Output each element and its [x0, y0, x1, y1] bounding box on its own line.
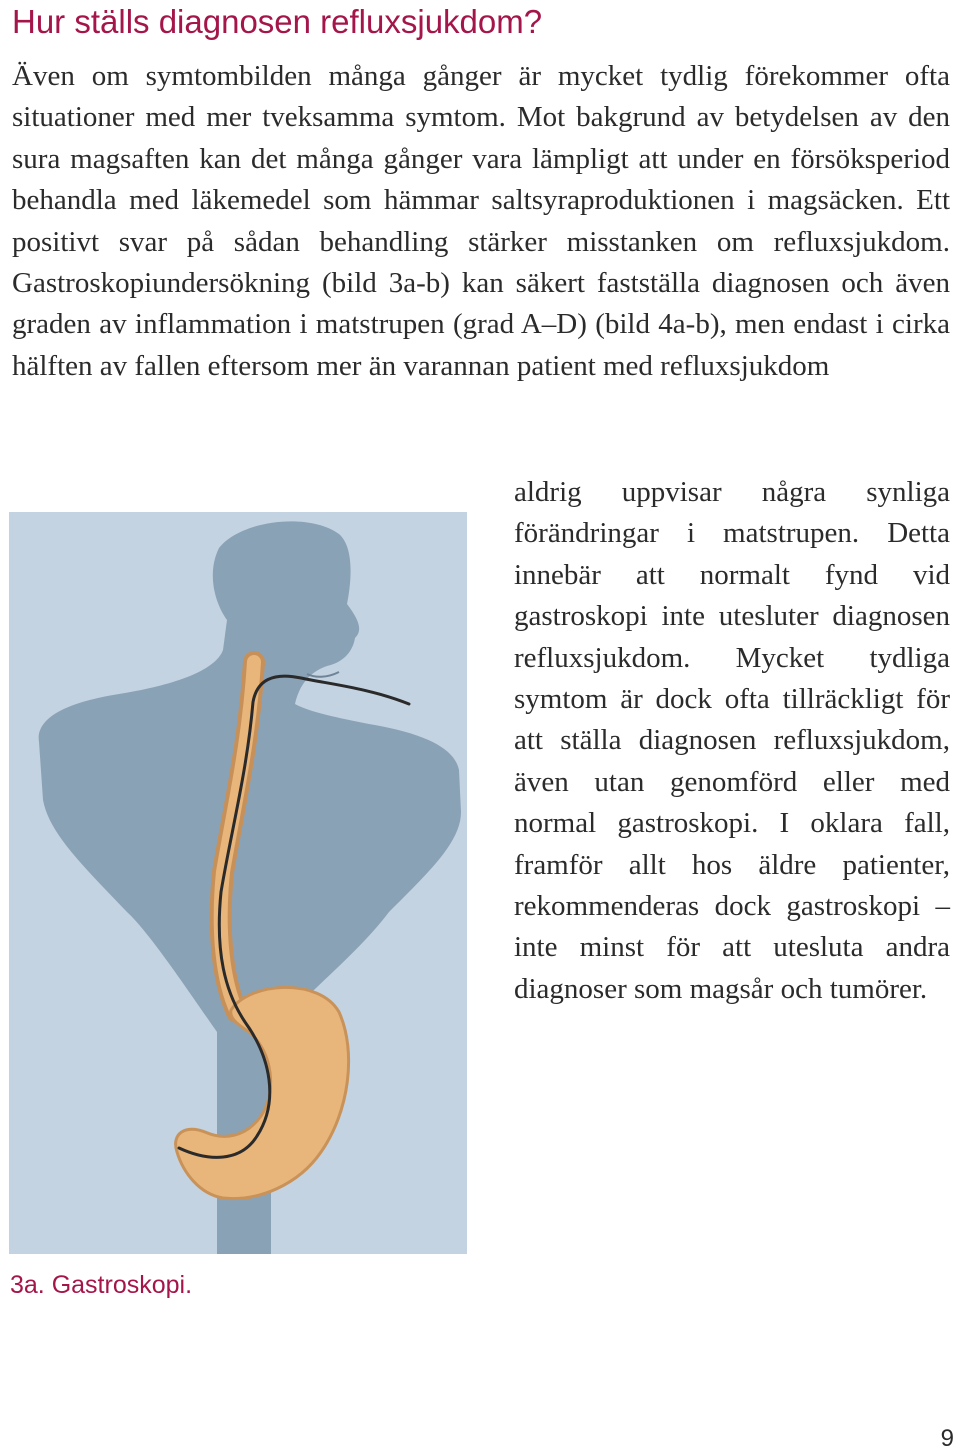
page-heading: Hur ställs diagnosen refluxsjukdom?	[12, 3, 543, 40]
figure-caption: 3a. Gastroskopi.	[10, 1271, 193, 1299]
body-paragraph-top: Även om symtombilden många gånger är mycket tydlig förekommer ofta situationer med mer tveksamma symtom. Mot bakgrund av betydelsen av den sura magsaften kan det många gånger vara lämpligt att under en försöksperiod behandla med läkemedel som hämmar saltsyraproduktionen i magsäcken. Ett positivt svar på sådan behandling stärker misstanken om refluxsjukdom. Gastroskopiundersökning (bild 3a-b) kan säkert fastställa diagnosen och även graden av inflammation i matstrupen (grad A–D) (bild 4a-b), men endast i cirka hälften av fallen eftersom mer än varannan patient med refluxsjukdom	[12, 60, 950, 382]
page-number: 9	[940, 1425, 954, 1452]
gastroscopy-illustration	[9, 512, 467, 1254]
body-paragraph-side: aldrig uppvisar några synliga förändringar i matstrupen. Detta innebär att normalt fynd vid gastroskopi inte utesluter diagnosen refluxsjukdom. Mycket tydliga symtom är dock ofta tillräckligt för att ställa diagnosen refluxsjukdom, även utan genomförd eller med normal gastroskopi. I oklara fall, framför allt hos äldre patienter, rekommenderas dock gastroskopi – inte minst för att utesluta andra diagnoser som magsår och tumörer.	[514, 476, 950, 1005]
